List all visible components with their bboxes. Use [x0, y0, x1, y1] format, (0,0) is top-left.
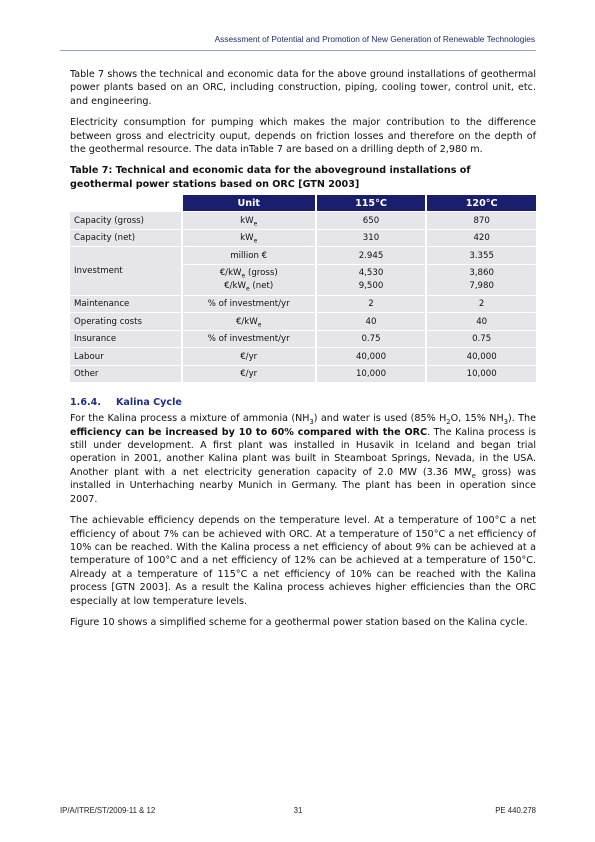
orc-data-table	[70, 194, 536, 383]
unit-cell: $€/kW_e$	[181, 313, 315, 330]
footer-reference: PE 440.278	[495, 806, 536, 815]
table-caption: Table 7: Technical and economic data for the aboveground installations of geothermal power stations based on ORC [GTN 2003]	[70, 165, 471, 190]
table-row	[70, 366, 536, 383]
value-cell: 310	[315, 230, 426, 247]
unit-cell: million €	[181, 247, 315, 264]
value-cell: 40,000	[315, 348, 426, 365]
kalina-paragraph-2: The achievable efficiency depends on the temperature level. At a temperature of 100°C a net efficiency of about 7% can be achieved with ORC. At a temperature of 150°C a net efficiency of 10% can be reached. With the Kalina process a net efficiency of about 9% can be achieved at a temperature of 100°C and a net efficiency of 12% can be achieved at a temperature of 150°C. Already at a temperature of 115°C a net efficiency of 10% can be reached with the Kalina process [GTN 2003]. As a result the Kalina process achieves higher efficiencies than the ORC especially at low temperature levels.	[70, 515, 536, 607]
header-115c: 115°C	[315, 195, 426, 211]
row-label: Other	[70, 366, 181, 383]
page-content	[70, 68, 536, 637]
table-row	[70, 296, 536, 313]
value-cell: 0.75	[315, 331, 426, 348]
unit-cell: $kW_e$	[181, 230, 315, 247]
table-row	[70, 230, 536, 247]
unit-cell: % of investment/yr	[181, 331, 315, 348]
unit-cell: $€/kW_e$ (gross) $€/kW_e$ (net)	[181, 265, 315, 295]
value-cell: 650	[315, 212, 426, 229]
header-divider	[60, 50, 536, 51]
value-cell: 3.355	[425, 247, 536, 264]
emphasis-text: efficiency can be increased by 10 to 60% compared with the ORC	[70, 426, 428, 438]
value-cell: 2	[315, 296, 426, 313]
table-row	[70, 247, 536, 264]
table-row	[70, 212, 536, 229]
unit-cell: $kW_e$	[181, 212, 315, 229]
value-cell: 40	[425, 313, 536, 330]
value-cell: 10,000	[315, 366, 426, 383]
header-blank-cell	[70, 195, 181, 211]
page-number: 31	[293, 806, 303, 815]
footer-document-id: IP/A/ITRE/ST/2009-11 & 12	[60, 806, 156, 815]
value-cell: 10,000	[425, 366, 536, 383]
section-title: Kalina Cycle	[116, 397, 182, 409]
table-row	[70, 313, 536, 330]
running-header: Assessment of Potential and Promotion of New Generation of Renewable Technologies	[214, 34, 535, 44]
value-cell: 0.75	[425, 331, 536, 348]
header-unit: Unit	[181, 195, 315, 211]
value-cell: 870	[425, 212, 536, 229]
section-heading	[70, 397, 536, 408]
row-label: Insurance	[70, 331, 181, 348]
value-cell: 3,860 7,980	[425, 265, 536, 295]
table-row	[70, 348, 536, 365]
value-cell: 40,000	[425, 348, 536, 365]
table-row	[70, 331, 536, 348]
intro-paragraph: Table 7 shows the technical and economic data for the above ground installations of geothermal power plants based on an ORC, including construction, piping, cooling tower, control unit, etc. and engineering.	[70, 69, 536, 107]
unit-cell: €/yr	[181, 366, 315, 383]
header-120c: 120°C	[425, 195, 536, 211]
row-label: Maintenance	[70, 296, 181, 313]
value-cell: 40	[315, 313, 426, 330]
pumping-paragraph: Electricity consumption for pumping which makes the major contribution to the difference between gross and electricity ouput, depends on friction losses and therefore on the depth of the geothermal resource. The data inTable 7 are based on a drilling depth of 2,980 m.	[70, 117, 536, 156]
row-label: Labour	[70, 348, 181, 365]
value-cell: 2	[425, 296, 536, 313]
unit-cell: % of investment/yr	[181, 296, 315, 313]
unit-cell: €/yr	[181, 348, 315, 365]
kalina-paragraph-1: For the Kalina process a mixture of ammonia $(NH_3)$ and water is used (85% $H_2O$, 15% $NH_3$). The efficiency can be increased by 10 to 60% compared with the ORC. The Kalina process is still under development. A first plant was installed in Husavik in Iceland and began trial operation in 2001, another Kalina plant was built in Steamboat Springs, Nevada, in the USA. Another plant with a net electricity generation capacity of 2.0 MW (3.36 $MW_e$ gross) was installed in Unterhaching nearby Munich in Germany. The plant has been in operation since 2007.	[70, 413, 536, 505]
table-header-row	[70, 195, 536, 211]
row-label: Operating costs	[70, 313, 181, 330]
row-label: Investment	[70, 247, 181, 295]
value-cell: 4,530 9,500	[315, 265, 426, 295]
value-cell: 2.945	[315, 247, 426, 264]
row-label: Capacity (net)	[70, 230, 181, 247]
kalina-paragraph-3: Figure 10 shows a simplified scheme for a geothermal power station based on the Kalina cycle.	[70, 616, 528, 628]
row-label: Capacity (gross)	[70, 212, 181, 229]
section-number: 1.6.4.	[70, 397, 101, 409]
value-cell: 420	[425, 230, 536, 247]
